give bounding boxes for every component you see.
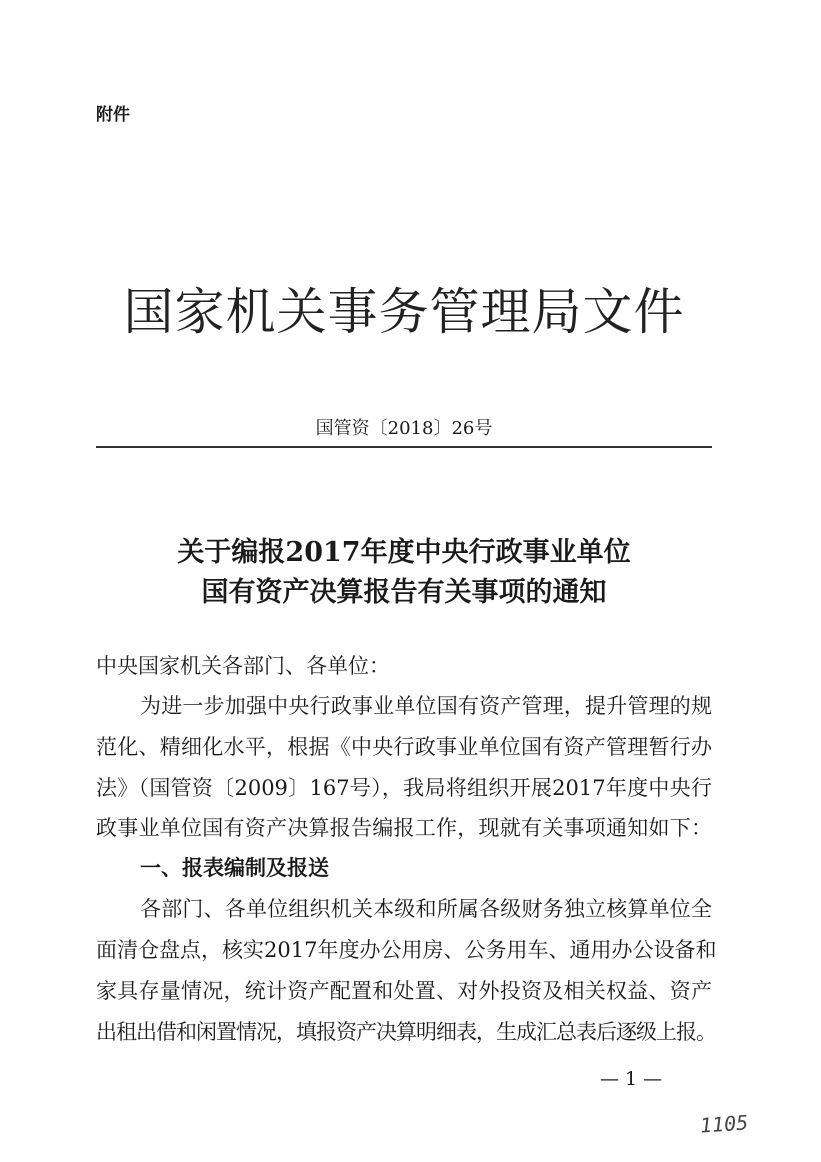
notice-heading-line-2: 国有资产决算报告有关事项的通知: [201, 577, 607, 608]
paragraph-2-line: 出租出借和闲置情况，填报资产决算明细表，生成汇总表后逐级上报。: [96, 1020, 716, 1044]
divider-rule: [96, 446, 712, 448]
paragraph-1-line: 政事业单位国有资产决算报告编报工作，现就有关事项通知如下：: [96, 816, 712, 840]
paragraph-2-line: 各部门、各单位组织机关本级和所属各级财务独立核算单位全: [140, 897, 712, 921]
document-number: 国管资〔2018〕26号: [315, 418, 493, 439]
notice-heading-line-1: 关于编报2017年度中央行政事业单位: [177, 537, 631, 568]
section-1-title: 一、报表编制及报送: [140, 856, 329, 880]
paragraph-1-line: 范化、精细化水平，根据《中央行政事业单位国有资产管理暂行办: [96, 735, 712, 759]
paragraph-1-line: 为进一步加强中央行政事业单位国有资产管理，提升管理的规: [140, 694, 712, 718]
attachment-label: 附件: [96, 105, 130, 125]
paragraph-2-line: 面清仓盘点，核实2017年度办公用房、公务用车、通用办公设备和: [96, 938, 717, 962]
handwritten-note: 1105: [699, 1110, 749, 1138]
issuer-title: 国家机关事务管理局文件: [123, 283, 685, 341]
page-number: — 1 —: [600, 1068, 663, 1090]
paragraph-2-line: 家具存量情况，统计资产配置和处置、对外投资及相关权益、资产: [96, 979, 712, 1003]
salutation: 中央国家机关各部门、各单位：: [96, 654, 390, 678]
paragraph-1-line: 法》（国管资〔2009〕167号），我局将组织开展2017年度中央行: [96, 776, 712, 800]
